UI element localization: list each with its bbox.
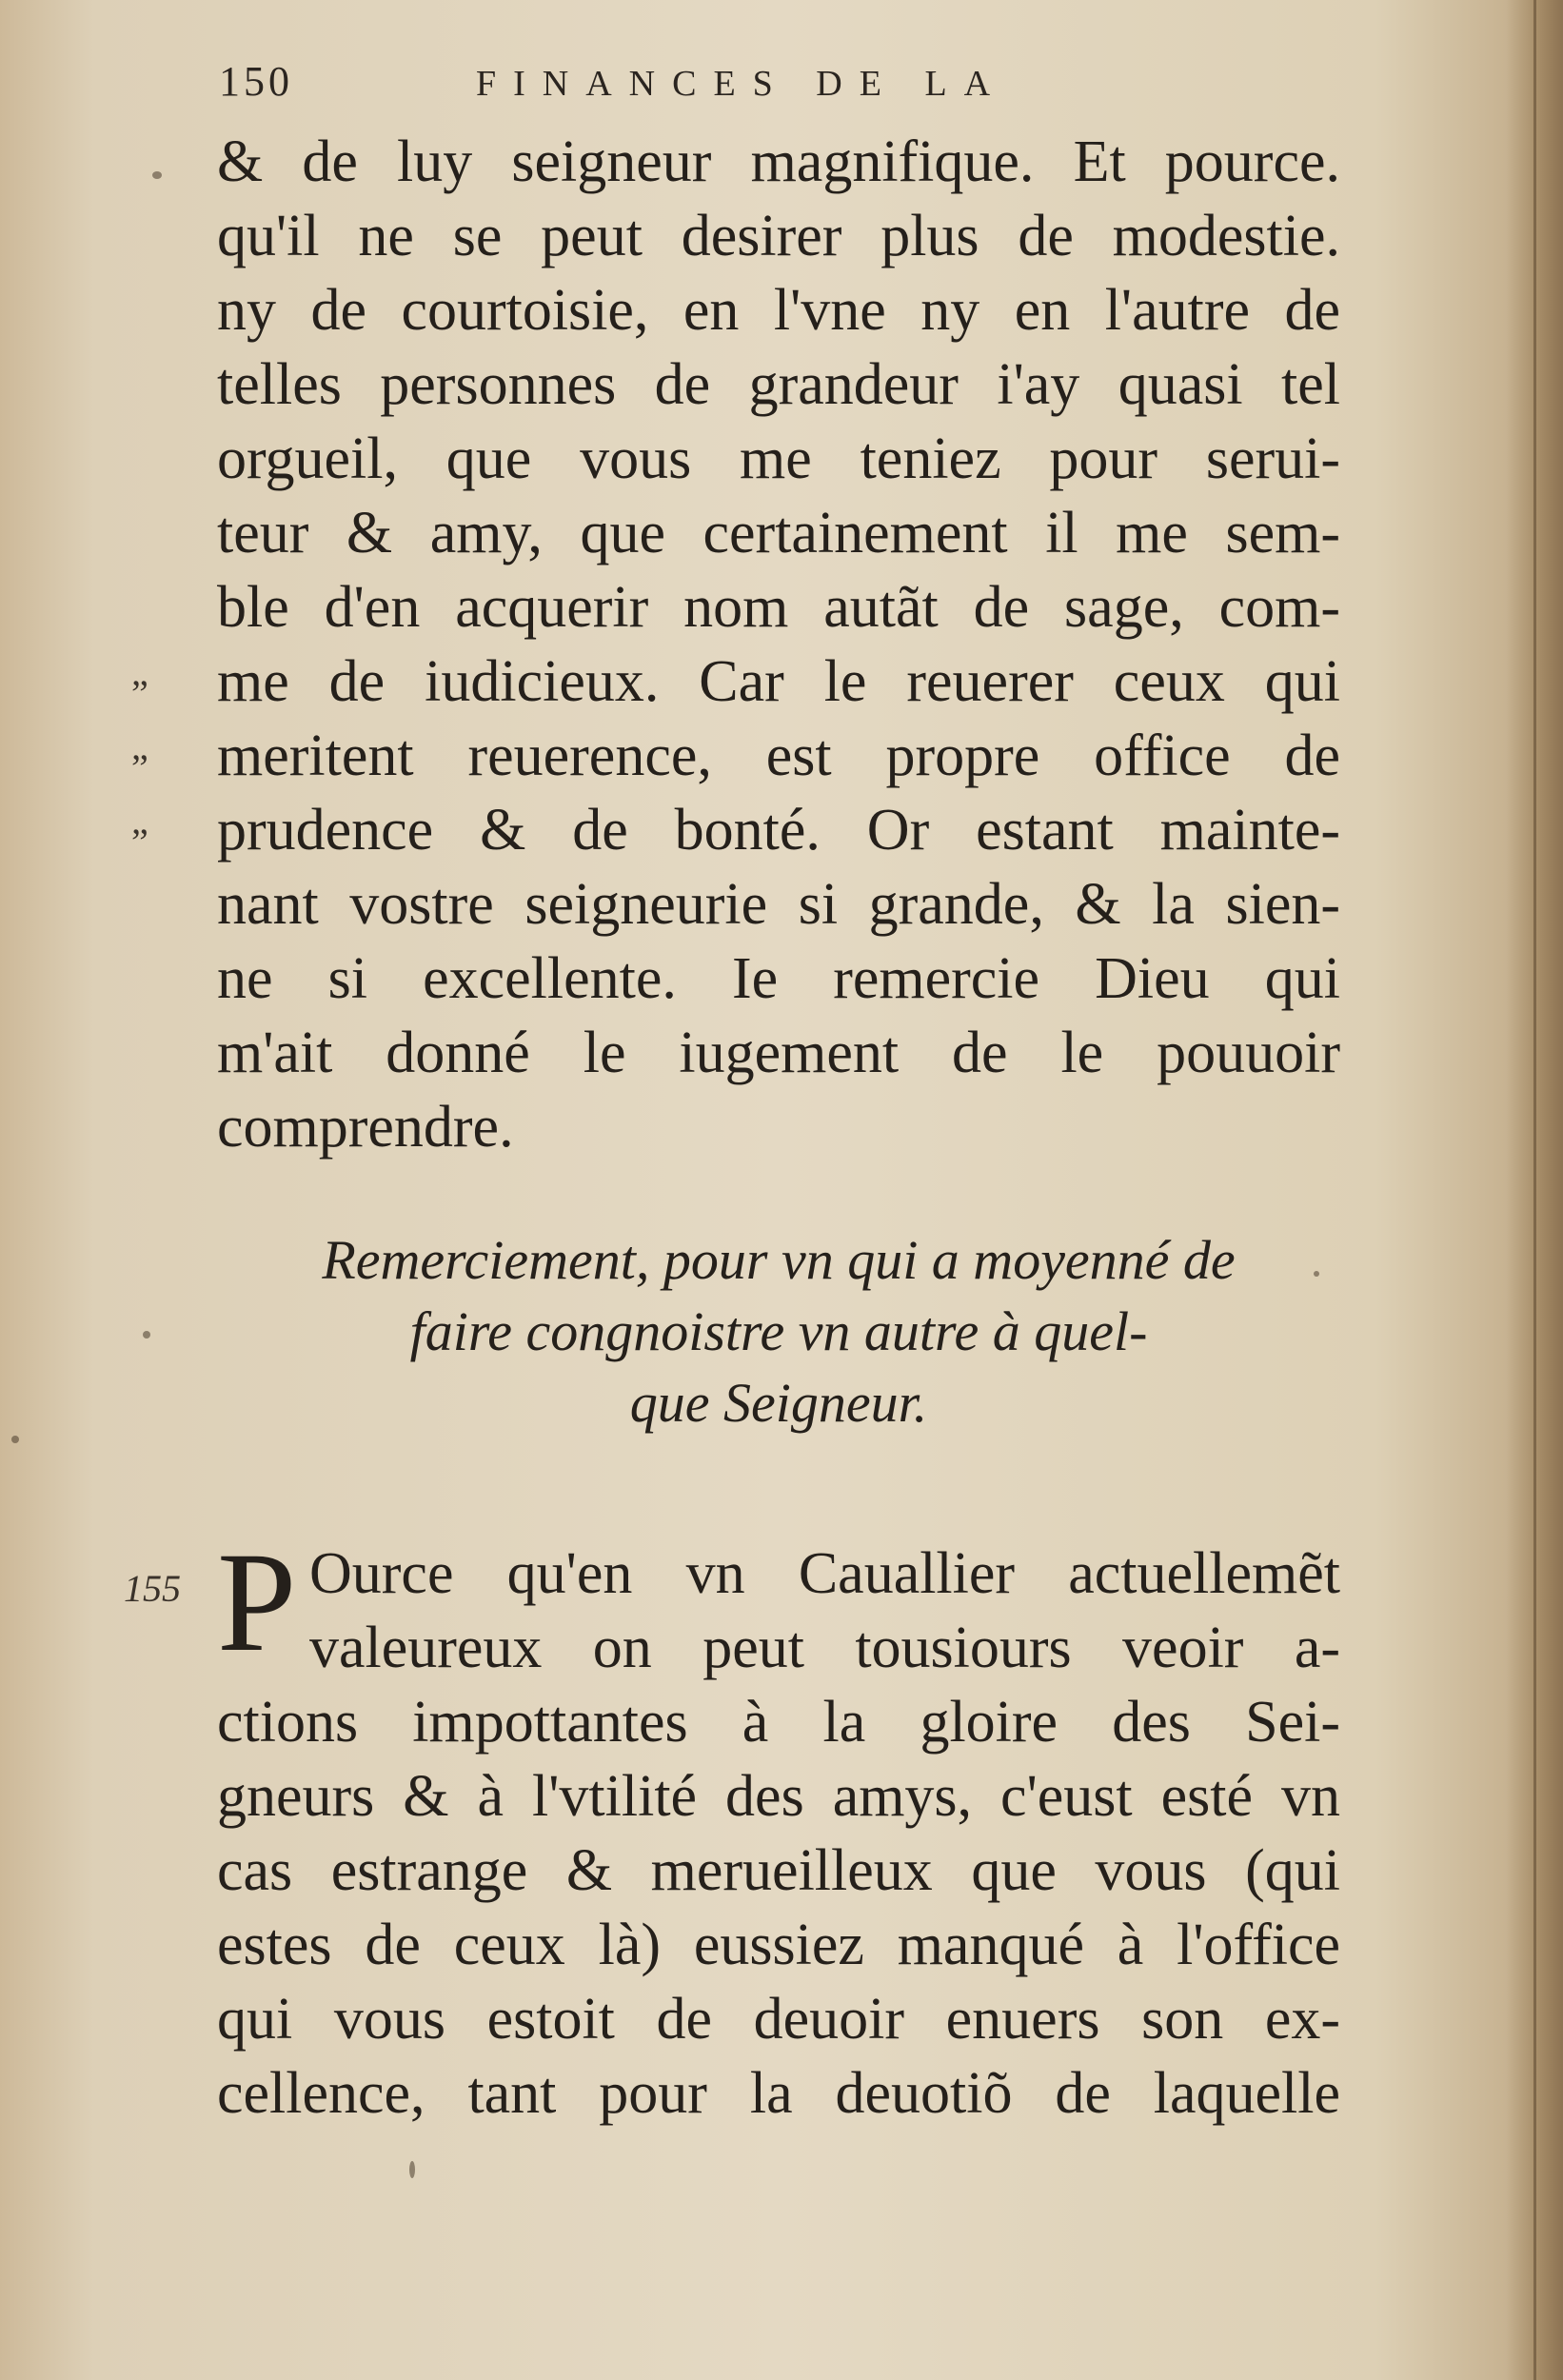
page-number: 150 [219,58,293,105]
running-head [219,57,1171,114]
section-heading [217,1228,1340,1457]
heading-line: faire congnoistre vn autre à quel- [409,1300,1148,1362]
quotation-mark-2: ” [131,746,148,789]
text-line: me de iudicieux. Car le reuerer ceux qui [217,649,1340,714]
text-line: teur & amy, que certainement il me sem- [217,501,1340,565]
text-line: meritent reuerence, est propre office de [217,724,1340,788]
heading-line: Remerciement, pour vn qui a moyenné de [322,1229,1236,1291]
text-line: ne si excellente. Ie remercie Dieu qui [217,946,1340,1011]
text-line: estes de ceux là) eussiez manqué à l'office [217,1913,1340,1977]
heading-line: que Seigneur. [629,1372,928,1434]
ink-speck [11,1436,19,1443]
paragraph-2-opening [309,1540,1340,1693]
ink-speck [1314,1271,1319,1277]
text-line: comprendre. [217,1095,514,1160]
text-line: telles personnes de grandeur i'ay quasi tel [217,352,1340,417]
paragraph-1 [217,129,1340,1204]
text-line: m'ait donné le iugement de le pouuoir [217,1021,1340,1085]
text-line: qui vous estoit de deuoir enuers son ex- [217,1987,1340,2052]
text-line: gneurs & à l'vtilité des amys, c'eust esté vn [217,1764,1340,1829]
margin-number: 155 [124,1567,181,1610]
text-line: valeureux on peut tousiours veoir a- [309,1616,1340,1680]
ink-speck [409,2161,415,2178]
text-line: nant vostre seigneurie si grande, & la sien- [217,872,1340,937]
drop-cap: P [217,1523,297,1681]
text-line: cellence, tant pour la deuotiõ de laquelle [217,2061,1340,2126]
ink-speck [143,1331,150,1339]
quotation-mark-1: ” [131,672,148,715]
text-line: & de luy seigneur magnifique. Et pource. [217,129,1340,194]
binding-edge [1533,0,1536,2380]
paragraph-2 [217,1689,1340,2146]
text-line: ble d'en acquerir nom autãt de sage, com- [217,575,1340,640]
quotation-mark-3: ” [131,821,148,863]
ink-speck [152,171,162,179]
text-line: ctions impottantes à la gloire des Sei- [217,1690,1340,1755]
text-line: orgueil, que vous me teniez pour serui- [217,426,1340,491]
text-line: prudence & de bonté. Or estant mainte- [217,798,1340,863]
text-line: ny de courtoisie, en l'vne ny en l'autre de [217,278,1340,343]
text-line: Ource qu'en vn Cauallier actuellemẽt [309,1541,1340,1606]
running-head-title: FINANCES DE LA [476,64,1008,104]
text-line: cas estrange & merueilleux que vous (qui [217,1838,1340,1903]
text-line: qu'il ne se peut desirer plus de modestie. [217,204,1340,268]
